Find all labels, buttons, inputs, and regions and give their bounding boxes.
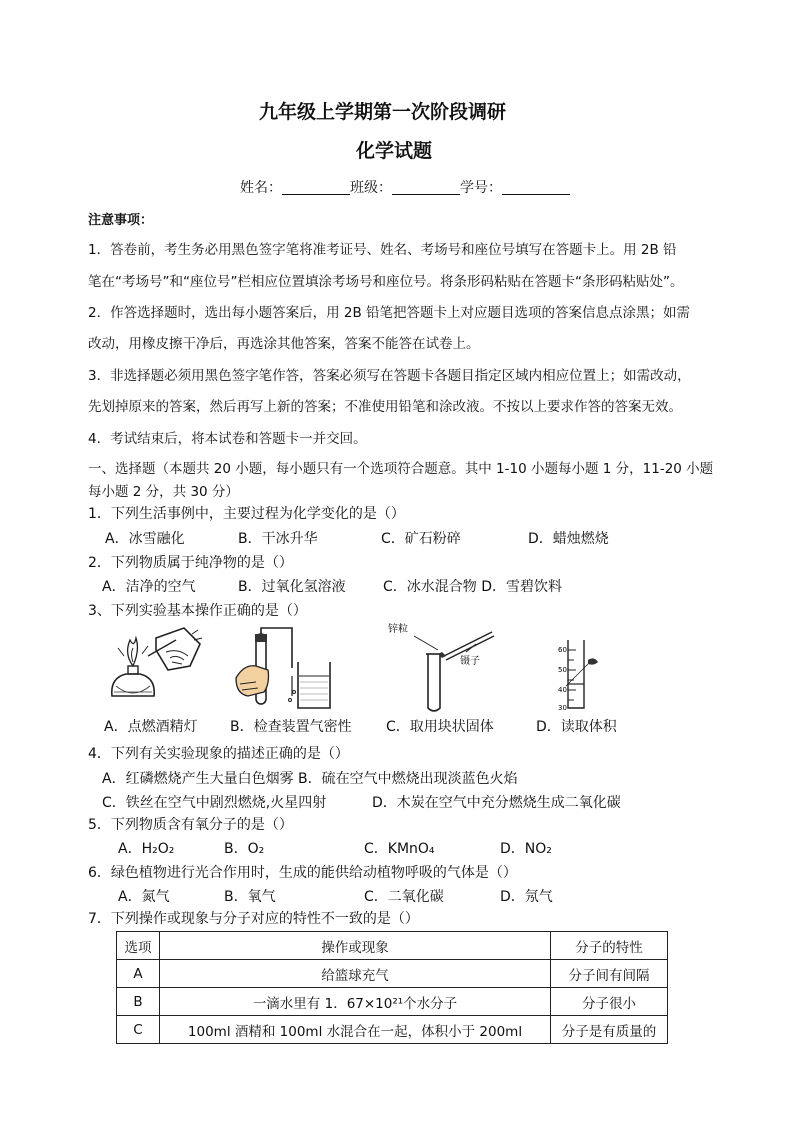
q6-option-d: D．氖气: [500, 889, 553, 905]
alcohol-lamp-illustration: [104, 626, 204, 712]
q7-table: [116, 931, 668, 1044]
q6-stem: 6．绿色植物进行光合作用时，生成的能供给动植物呼吸的气体是（）: [88, 865, 517, 881]
q2-option-a: A．洁净的空气: [102, 579, 196, 595]
q4-option-d: D．木炭在空气中充分燃烧生成二氧化碳: [372, 795, 621, 811]
q2-stem: 2．下列物质属于纯净物的是（）: [88, 555, 293, 571]
notice-line-2: 笔在“考场号”和“座位号”栏相应位置填涂考场号和座位号。将条形码粘贴在答题卡“条形码粘贴处”。: [88, 274, 684, 290]
notice-line-4: 改动，用橡皮擦干净后，再选涂其他答案，答案不能答在试卷上。: [88, 336, 480, 352]
header-option: 选项: [117, 932, 160, 960]
tweezers-label: 镊子: [460, 656, 480, 667]
page-title: 九年级上学期第一次阶段调研: [259, 101, 507, 123]
row-a-operation: 给篮球充气: [160, 960, 551, 988]
section-heading-line-2: 每小题 2 分，共 30 分）: [88, 484, 239, 500]
q2-option-b: B．过氧化氢溶液: [238, 579, 346, 595]
q4-stem: 4．下列有关实验现象的描述正确的是（）: [88, 746, 349, 762]
notice-line-1: 1．答卷前，考生务必用黑色签字笔将准考证号、姓名、考场号和座位号填写在答题卡上。用 2B 铅: [88, 242, 677, 258]
zinc-label: 锌粒: [388, 624, 408, 635]
number-label: 学号：: [460, 180, 502, 196]
tick-60: 60: [558, 646, 567, 654]
q5-option-b: B．O₂: [224, 841, 265, 857]
table-row: [117, 988, 668, 1016]
q1-option-b: B．干冰升华: [238, 531, 318, 547]
row-c-option: C: [117, 1016, 160, 1044]
airtightness-check-illustration: [234, 626, 334, 712]
q2-option-cd: C．冰水混合物 D．雪碧饮料: [383, 579, 563, 595]
name-label: 姓名：: [240, 180, 282, 196]
q6-option-c: C．二氧化碳: [364, 889, 444, 905]
q5-stem: 5．下列物质含有氧分子的是（）: [88, 817, 293, 833]
q5-option-a: A．H₂O₂: [118, 841, 175, 857]
row-a-option: A: [117, 960, 160, 988]
header-operation: 操作或现象: [160, 932, 551, 960]
notice-line-5: 3．非选择题必须用黑色签字笔作答，答案必须写在答题卡各题目指定区域内相应位置上；如需改动，: [88, 368, 691, 384]
tick-50: 50: [558, 666, 567, 674]
q1-option-a: A．冰雪融化: [105, 531, 185, 547]
section-heading-line-1: 一、选择题（本题共 20 小题，每小题只有一个选项符合题意。其中 1-10 小题每小题 1 分，11-20 小题: [88, 461, 714, 477]
q3-caption-b: B．检查装置气密性: [230, 719, 352, 735]
notice-line-7: 4．考试结束后，将本试卷和答题卡一并交回。: [88, 431, 367, 447]
q3-caption-c: C．取用块状固体: [386, 719, 494, 735]
q1-option-d: D．蜡烛燃烧: [528, 531, 609, 547]
tick-30: 30: [558, 704, 567, 712]
class-blank: [392, 180, 460, 195]
row-c-operation: 100ml 酒精和 100ml 水混合在一起，体积小于 200ml: [160, 1016, 551, 1044]
q4-option-ab: A．红磷燃烧产生大量白色烟雾 B．硫在空气中燃烧出现淡蓝色火焰: [102, 771, 518, 787]
row-c-property: 分子是有质量的: [551, 1016, 668, 1044]
table-header-row: [117, 932, 668, 960]
q1-stem: 1．下列生活事例中，主要过程为化学变化的是（）: [88, 506, 405, 522]
row-b-option: B: [117, 988, 160, 1016]
page-subtitle: 化学试题: [356, 140, 433, 162]
q5-option-c: C．KMnO₄: [364, 841, 435, 857]
row-b-operation: 一滴水里有 1．67×10²¹个水分子: [160, 988, 551, 1016]
tick-40: 40: [558, 686, 567, 694]
number-blank: [502, 180, 570, 195]
q3-stem: 3、下列实验基本操作正确的是（）: [88, 603, 307, 619]
q7-stem: 7．下列操作或现象与分子对应的特性不一致的是（）: [88, 911, 419, 927]
q6-option-a: A．氮气: [118, 889, 170, 905]
notice-heading: 注意事项：: [88, 213, 154, 228]
block-solid-illustration: [384, 620, 504, 714]
student-info-line: [240, 177, 570, 197]
notice-line-3: 2．作答选择题时，选出每小题答案后，用 2B 铅笔把答题卡上对应题目选项的答案信息点涂黑；如需: [88, 305, 691, 321]
q6-option-b: B．氧气: [224, 889, 276, 905]
row-a-property: 分子间有间隔: [551, 960, 668, 988]
q1-option-c: C．矿石粉碎: [381, 531, 461, 547]
name-blank: [282, 180, 350, 195]
table-row: [117, 1016, 668, 1044]
row-b-property: 分子很小: [551, 988, 668, 1016]
table-row: [117, 960, 668, 988]
q5-option-d: D．NO₂: [500, 841, 552, 857]
q3-caption-d: D．读取体积: [536, 719, 617, 735]
notice-line-6: 先划掉原来的答案，然后再写上新的答案；不准使用铅笔和涂改液。不按以上要求作答的答案无效。: [88, 399, 682, 415]
q4-option-c: C．铁丝在空气中剧烈燃烧,火星四射: [102, 795, 327, 811]
volume-reading-illustration: [548, 638, 608, 714]
header-property: 分子的特性: [551, 932, 668, 960]
q3-caption-a: A．点燃酒精灯: [104, 719, 198, 735]
class-label: 班级：: [350, 180, 392, 196]
